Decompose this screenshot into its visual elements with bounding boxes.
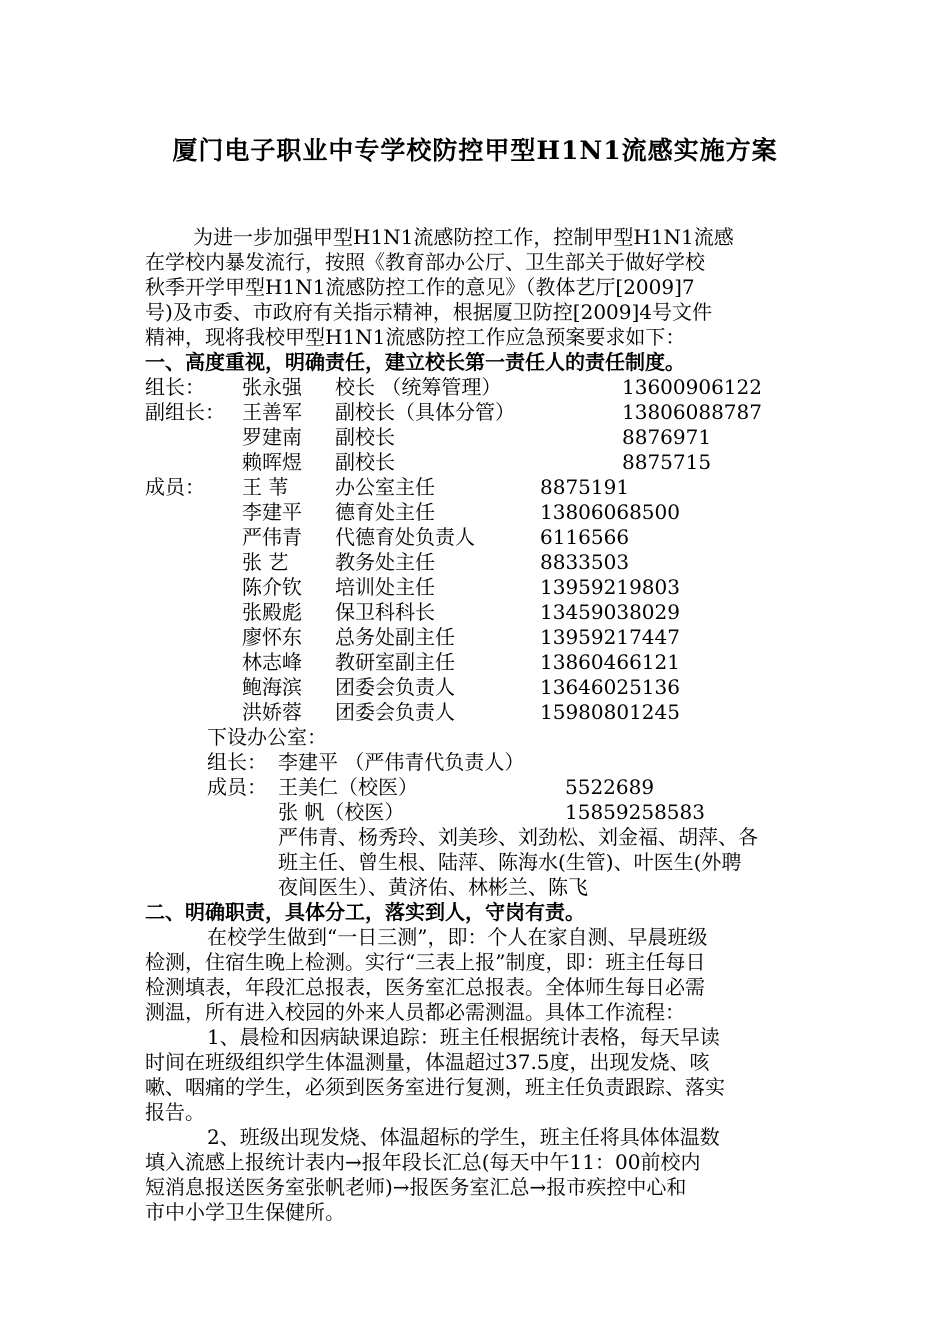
office-member-name: 张 帆（校医）: [278, 800, 405, 824]
member-title: 团委会负责人: [335, 700, 455, 724]
office-member-name: 王美仁（校医）: [278, 775, 418, 799]
member-title: 保卫科科长: [335, 600, 435, 624]
member-name: 鲍海滨: [242, 675, 302, 699]
leader-phone: 13600906122: [622, 375, 762, 399]
leader-name: 张永强: [242, 375, 302, 399]
deputy-name: 赖晖煜: [242, 450, 302, 474]
section-heading-2: 二、明确职责，具体分工，落实到人，守岗有责。: [145, 900, 585, 924]
item1-line: 嗽、咽痛的学生，必须到医务室进行复测，班主任负责跟踪、落实: [145, 1075, 725, 1099]
office-others-line: 班主任、曾生根、陆萍、陈海水(生管)、叶医生(外聘: [278, 850, 742, 874]
intro-line: 秋季开学甲型H1N1流感防控工作的意见》（教体艺厅[2009]7: [145, 275, 695, 299]
member-title: 办公室主任: [335, 475, 435, 499]
item2-line: 短消息报送医务室张帆老师)→报医务室汇总→报市疾控中心和: [145, 1175, 687, 1199]
member-name: 廖怀东: [242, 625, 302, 649]
deputy-title: 副校长: [335, 425, 395, 449]
member-title: 教务处主任: [335, 550, 435, 574]
member-title: 代德育处负责人: [335, 525, 475, 549]
item2-line: 市中小学卫生保健所。: [145, 1200, 345, 1224]
section-heading-1: 一、高度重视，明确责任，建立校长第一责任人的责任制度。: [145, 350, 685, 374]
item1-line: 1、晨检和因病缺课追踪：班主任根据统计表格，每天早读: [207, 1025, 720, 1049]
member-name: 李建平: [242, 500, 302, 524]
deputy-phone: 8875715: [622, 450, 712, 474]
member-phone: 13860466121: [540, 650, 680, 674]
para2-line: 检测填表，年段汇总报表，医务室汇总报表。全体师生每日必需: [145, 975, 705, 999]
member-title: 培训处主任: [335, 575, 435, 599]
intro-line: 号)及市委、市政府有关指示精神，根据厦卫防控[2009]4号文件: [145, 300, 713, 324]
member-title: 德育处主任: [335, 500, 435, 524]
member-title: 团委会负责人: [335, 675, 455, 699]
para2-line: 测温，所有进入校园的外来人员都必需测温。具体工作流程：: [145, 1000, 685, 1024]
item2-line: 填入流感上报统计表内→报年段长汇总(每天中午11：00前校内: [145, 1150, 701, 1174]
office-leader-label: 组长：: [207, 750, 267, 774]
member-phone: 8875191: [540, 475, 630, 499]
member-name: 陈介钦: [242, 575, 302, 599]
member-phone: 15980801245: [540, 700, 680, 724]
deputy-phone: 13806088787: [622, 400, 762, 424]
member-name: 洪娇蓉: [242, 700, 302, 724]
office-leader: 李建平 （严伟青代负责人）: [278, 750, 525, 774]
item1-line: 时间在班级组织学生体温测量，体温超过37.5度，出现发烧、咳: [145, 1050, 710, 1074]
office-others-line: 严伟青、杨秀玲、刘美珍、刘劲松、刘金福、胡萍、各: [278, 825, 758, 849]
member-phone: 13806068500: [540, 500, 680, 524]
member-phone: 13646025136: [540, 675, 680, 699]
intro-line: 在学校内暴发流行，按照《教育部办公厅、卫生部关于做好学校: [145, 250, 705, 274]
member-phone: 13959219803: [540, 575, 680, 599]
member-name: 张殿彪: [242, 600, 302, 624]
member-name: 张 艺: [242, 550, 289, 574]
leader-title: 校长 （统筹管理）: [335, 375, 502, 399]
deputy-title: 副校长: [335, 450, 395, 474]
deputy-name: 罗建南: [242, 425, 302, 449]
member-phone: 13459038029: [540, 600, 680, 624]
intro-line: 为进一步加强甲型H1N1流感防控工作，控制甲型H1N1流感: [193, 225, 734, 249]
office-member-phone: 5522689: [565, 775, 655, 799]
deputy-name: 王善军: [242, 400, 302, 424]
office-members-label: 成员：: [207, 775, 267, 799]
para2-line: 检测，住宿生晚上检测。实行“三表上报”制度，即：班主任每日: [145, 950, 706, 974]
para2-line: 在校学生做到“一日三测”，即：个人在家自测、早晨班级: [207, 925, 708, 949]
leader-label: 组长：: [145, 375, 205, 399]
member-name: 严伟青: [242, 525, 302, 549]
members-label: 成员：: [145, 475, 205, 499]
member-name: 王 苇: [242, 475, 289, 499]
office-others-line: 夜间医生）、黄济佑、林彬兰、陈飞: [278, 875, 588, 899]
member-phone: 13959217447: [540, 625, 680, 649]
member-name: 林志峰: [242, 650, 302, 674]
office-heading: 下设办公室：: [207, 725, 327, 749]
page-title: 厦门电子职业中专学校防控甲型H1N1流感实施方案: [172, 136, 778, 165]
deputy-phone: 8876971: [622, 425, 712, 449]
member-phone: 6116566: [540, 525, 630, 549]
member-title: 教研室副主任: [335, 650, 455, 674]
intro-line: 精神，现将我校甲型H1N1流感防控工作应急预案要求如下：: [145, 325, 686, 349]
member-phone: 8833503: [540, 550, 630, 574]
deputy-label: 副组长：: [145, 400, 225, 424]
member-title: 总务处副主任: [335, 625, 455, 649]
deputy-title: 副校长（具体分管）: [335, 400, 515, 424]
office-member-phone: 15859258583: [565, 800, 705, 824]
item1-line: 报告。: [145, 1100, 205, 1124]
item2-line: 2、班级出现发烧、体温超标的学生，班主任将具体体温数: [207, 1125, 720, 1149]
